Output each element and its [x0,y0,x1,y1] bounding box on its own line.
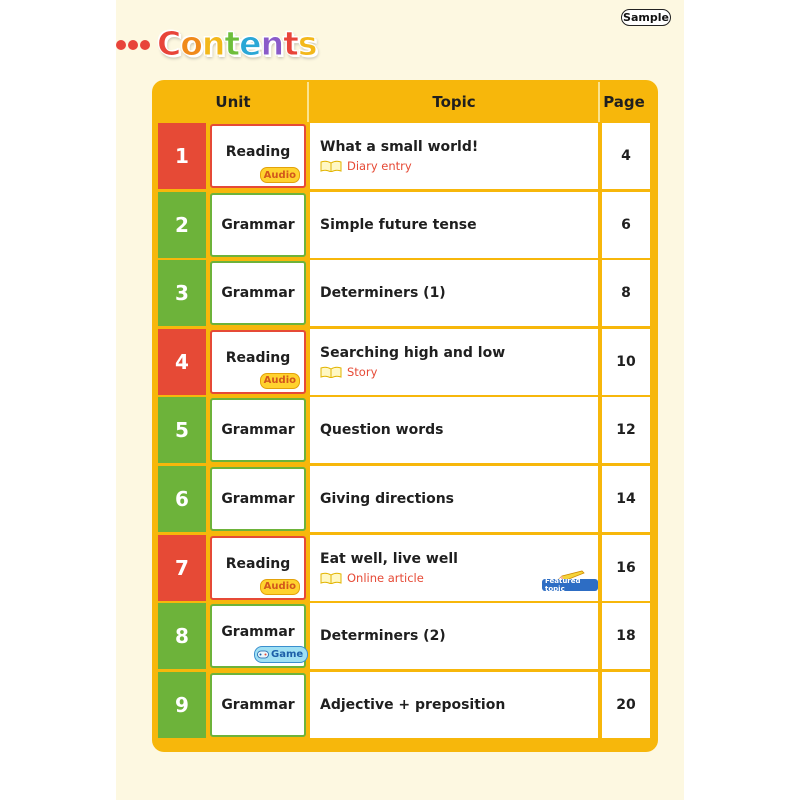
topic-genre-label: Story [347,364,378,379]
table-row [158,329,650,395]
book-icon [320,366,342,378]
topic-cell [310,260,598,326]
topic-cell [310,192,598,258]
topic-genre-label: Diary entry [347,159,412,173]
topic-cell [310,603,598,669]
header-unit: Unit [215,93,251,111]
topic-title: Eat well, live well [320,550,458,567]
topic-title: Determiners (1) [320,285,446,302]
page-number: 20 [602,672,650,738]
table-row [158,192,650,258]
book-icon [320,160,342,172]
page-number: 10 [602,329,650,395]
audio-tag: Audio [260,579,300,595]
game-controller-icon [257,650,269,659]
topic-cell [310,466,598,532]
unit-number: 3 [158,260,206,326]
unit-type-box [210,398,306,462]
unit-type-label: Grammar [221,422,295,439]
title-letter: C [157,24,181,63]
unit-type-box [210,467,306,531]
topic-title: Simple future tense [320,216,477,233]
topic-cell [310,535,598,601]
topic-cell [310,397,598,463]
unit-number: 6 [158,466,206,532]
page-number: 18 [602,603,650,669]
unit-type-box [210,604,306,668]
featured-topic-badge: Featured topic [542,579,598,591]
unit-type-label: Grammar [221,696,295,713]
game-tag [254,646,308,663]
table-row [158,466,650,532]
unit-number: 2 [158,192,206,258]
topic-title: Adjective + preposition [320,696,506,713]
unit-type-label: Reading [225,349,291,366]
unit-type-box [210,261,306,325]
title-letter: o [180,24,202,63]
unit-number: 1 [158,123,206,189]
page-number: 6 [602,192,650,258]
topic-cell [310,123,598,189]
unit-type-label: Reading [225,555,291,572]
title-letter: t [283,24,298,63]
title-letter: e [239,24,261,63]
topic-title: What a small world! [320,139,479,155]
book-icon [320,572,342,584]
table-row [158,260,650,326]
audio-tag: Audio [260,167,300,183]
title-letter: n [201,24,225,63]
unit-type-label: Grammar [221,285,295,302]
unit-number: 8 [158,603,206,669]
table-row [158,535,650,601]
header-topic: Topic [432,93,476,111]
unit-type-label: Reading [225,144,291,160]
topic-cell [310,329,598,395]
topic-genre [320,365,598,379]
topic-title: Question words [320,422,444,439]
unit-type-box [210,536,306,600]
topic-title: Determiners (2) [320,628,446,645]
page-number: 16 [602,535,650,601]
title-letter: t [224,24,240,63]
page-number: 8 [602,260,650,326]
unit-type-box [210,124,306,188]
unit-number: 7 [158,535,206,601]
topic-genre [320,159,598,173]
unit-type-label: Grammar [221,216,295,233]
audio-tag: Audio [260,373,300,389]
unit-number: 4 [158,329,206,395]
title-dots-decoration [116,40,150,50]
unit-number: 9 [158,672,206,738]
table-row [158,397,650,463]
game-tag-label: Game [271,649,304,661]
unit-type-label: Grammar [221,624,295,641]
unit-type-box [210,673,306,737]
title-letter: n [260,24,284,63]
page-number: 4 [602,123,650,189]
topic-cell [310,672,598,738]
unit-type-box [210,193,306,257]
unit-type-label: Grammar [221,491,295,507]
topic-title: Giving directions [320,491,455,507]
sample-badge: Sample [621,9,671,26]
page-number: 14 [602,466,650,532]
topic-title: Searching high and low [320,344,506,361]
title-letter: s [297,24,317,63]
table-row [158,603,650,669]
topic-genre-label: Online article [347,570,424,585]
header-divider [307,82,309,122]
unit-number: 5 [158,397,206,463]
page-number: 12 [602,397,650,463]
unit-type-box [210,330,306,394]
page-title [157,24,317,63]
table-row [158,123,650,189]
header-page: Page [603,93,645,111]
table-row [158,672,650,738]
